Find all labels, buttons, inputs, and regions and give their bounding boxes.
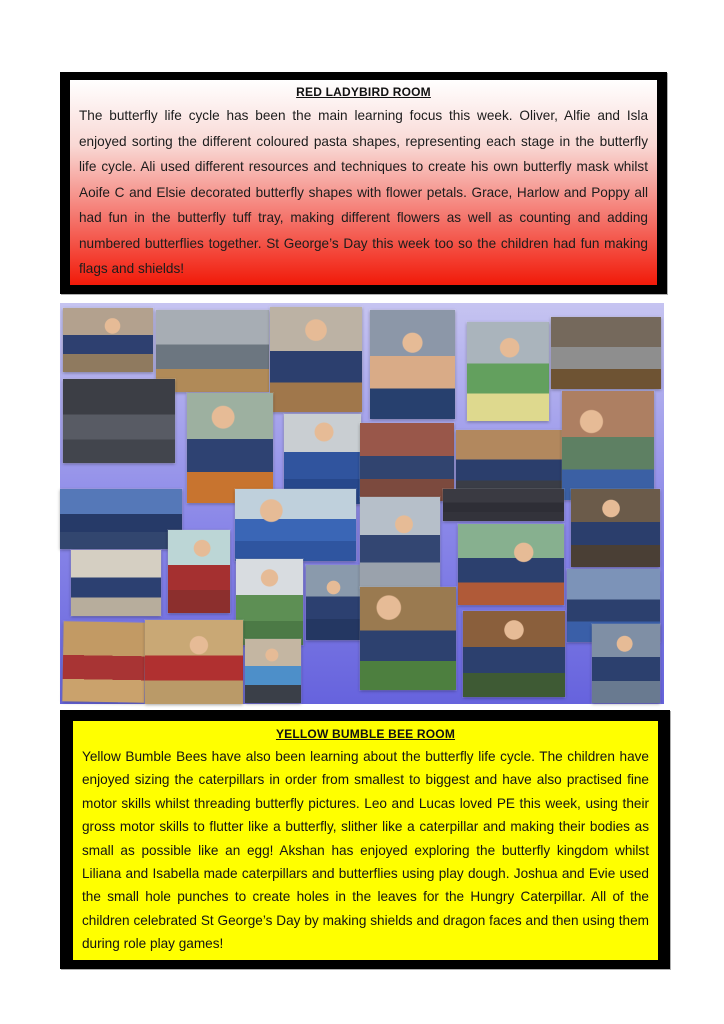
photo-children-sorting-plates bbox=[63, 379, 175, 463]
yellow-section-title: YELLOW BUMBLE BEE ROOM bbox=[275, 727, 456, 741]
yellow-bumblebee-panel bbox=[73, 721, 658, 960]
photo-children-with-grey-teapots bbox=[551, 317, 661, 389]
photo-girl-with-butterfly-dome bbox=[458, 524, 564, 605]
photo-children-ladybird-masks bbox=[60, 489, 182, 549]
photo-children-wearing-hats bbox=[562, 391, 654, 500]
photo-toddler-on-blue-slide bbox=[245, 639, 301, 703]
photo-girl-holding-pasta-shapes bbox=[63, 308, 153, 372]
photo-girl-in-red-cape bbox=[168, 530, 230, 613]
photo-children-with-swords-bricks bbox=[360, 423, 454, 501]
red-ladybird-panel bbox=[70, 80, 657, 285]
photo-boy-with-paper-butterfly bbox=[236, 559, 303, 645]
photo-boy-with-plate-craft bbox=[571, 489, 660, 567]
photo-toddler-with-soft-toy bbox=[592, 624, 660, 703]
photo-flower-counting-tuff-tray bbox=[443, 489, 564, 521]
photo-baby-with-brown-hat bbox=[306, 565, 361, 640]
yellow-section-body: Yellow Bumble Bees have also been learning about the butterfly life cycle. The children have enjoyed sizing the caterpillars in order from smallest to biggest and have also practised fine motor skills whilst threading butterfly pictures. Leo and Lucas loved PE this week, using their gross motor skills to flutter like a butterfly, slither like a caterpillar and making their bodies as small as possible like an egg! Akshan has enjoyed exploring the butterfly kingdom whilst Liliana and Isabella made caterpillars and butterflies using play dough. Joshua and Evie used the small hole punches to create holes in the leaves for the Hungry Caterpillar. All of the children celebrated St George’s Day by making shields and dragon faces and then using them during role play games! bbox=[82, 749, 649, 952]
photo-collage bbox=[60, 303, 664, 704]
yellow-bumblebee-section bbox=[60, 710, 670, 969]
photo-children-crafting-at-table bbox=[62, 621, 145, 702]
photo-boy-holding-flowers bbox=[463, 611, 565, 697]
photo-two-girls-dress-up bbox=[71, 550, 161, 616]
photo-toddler-painting-orange bbox=[467, 322, 549, 421]
photo-children-green-jungle-tray bbox=[360, 587, 456, 690]
photo-boy-at-toy-tray bbox=[187, 393, 273, 503]
photo-girl-red-coat-at-table bbox=[145, 620, 243, 704]
photo-boy-with-green-bow bbox=[370, 310, 455, 419]
photo-three-children-on-floor bbox=[270, 307, 362, 412]
red-section-body: The butterfly life cycle has been the main learning focus this week. Oliver, Alfie and Isla enjoyed sorting the different coloured pasta shapes, representing each stage in the butterfly life cycle. Ali used different resources and techniques to create his own butterfly mask whilst Aoife C and Elsie decorated butterfly shapes with flower petals. Grace, Harlow and Poppy all had fun in the butterfly tuff tray, making different flowers as well as counting and adding numbered butterflies together. St George’s Day this week too so the children had fun making flags and shields! bbox=[79, 108, 648, 276]
photo-boy-matching-cards bbox=[235, 489, 356, 561]
photo-girl-building-lego-tower bbox=[360, 497, 440, 588]
red-ladybird-section bbox=[60, 72, 667, 294]
red-section-title: RED LADYBIRD ROOM bbox=[296, 85, 431, 99]
